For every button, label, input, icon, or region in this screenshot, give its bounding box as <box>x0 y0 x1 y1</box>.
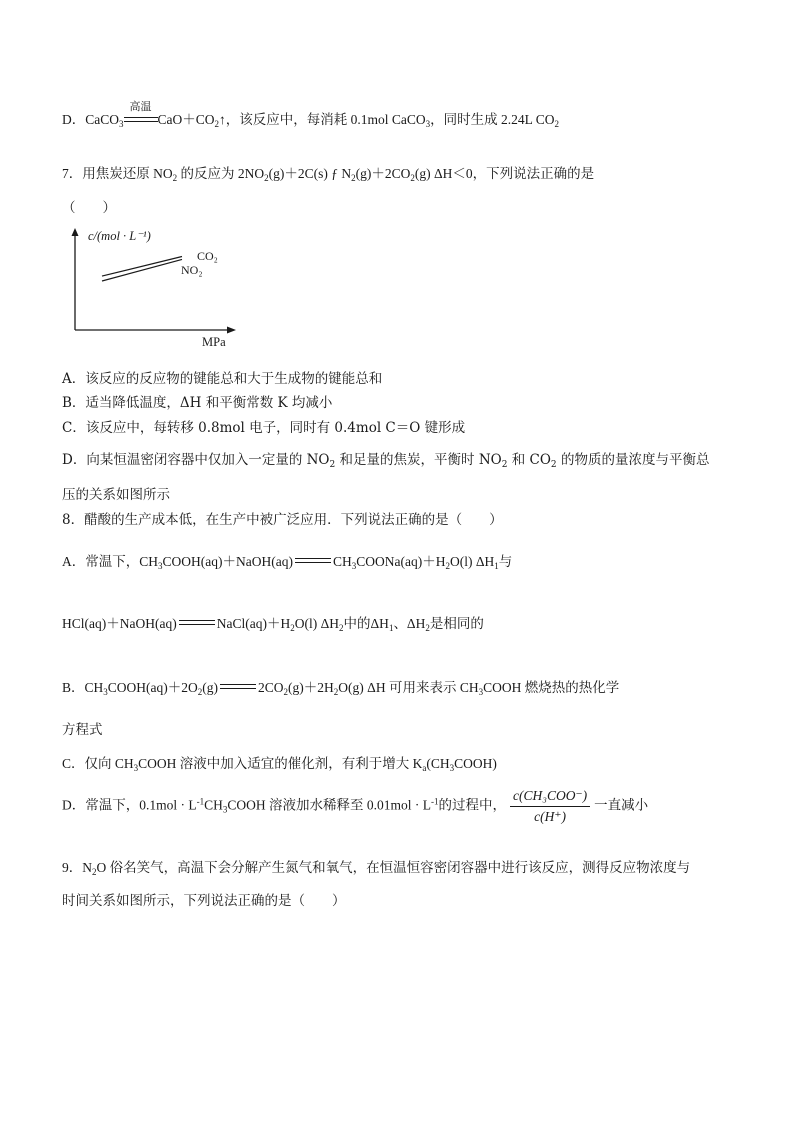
q6-option-d: D．CaCO$_3$ 高温 $CaO+CO_2↑$，该反应中，每消耗 0.1mol CaCO$_3$，同时生成 2.24L $CO_2$ <box>62 101 560 129</box>
q9-stem-line2: 时间关系如图所示，下列说法正确的是（ ） <box>62 893 346 909</box>
q7-option-c: C．该反应中，每转移 0.8mol 电子，同时有 0.4mol C＝O 键形成 <box>62 420 466 436</box>
concentration-ratio-fraction: $\frac{\text{c(CH₃COO⁻)}}{c(H^+)}$ <box>510 788 590 825</box>
q8-option-d: D．常温下，$0.1mol \cdot L^{-1}CH_3COOH$ 溶液加水稀释至 $0.01mol \cdot L^{-1}$的过程中， $\frac{\text{c(CH₃COO⁻)}}{c(H^+)}$ 一直减小 <box>62 788 649 824</box>
series-label-co2: CO₂ <box>197 249 218 263</box>
q8-stem: 8．醋酸的生产成本低，在生产中被广泛应用．下列说法正确的是（ ） <box>62 512 503 528</box>
q8-option-a-line2: HCl(aq)＋NaOH(aq) $NaCl(aq)+H_2O(l)$ $\Delta H_2$中的$\Delta H_1$、$\Delta H_2$是相同的 <box>62 616 484 633</box>
q8-option-b-line2: 方程式 <box>62 722 103 738</box>
series-line-co2 <box>102 257 182 277</box>
series-label-no2: NO₂ <box>181 263 203 277</box>
series-line-no2 <box>102 259 182 281</box>
q7-option-a: A．该反应的反应物的键能总和大于生成物的键能总和 <box>62 371 383 387</box>
q7-stem: 7．用焦炭还原 $NO_2$ 的反应为 $2NO_2(g)+2C(s)$ ƒ $N_2(g)+2CO_2(g)$ ΔH＜0，下列说法正确的是 <box>62 166 595 183</box>
x-axis-arrow <box>227 327 236 334</box>
x-axis-label: MPa <box>202 335 226 349</box>
q8-option-a-line1: A．常温下，$CH_3COOH(aq)+NaOH(aq)$ $CH_3COONa(aq)+H_2O(l)$ $\Delta H_1$与 <box>62 554 513 571</box>
reaction-condition-arrow: 高温 <box>124 112 158 126</box>
y-axis-label: c/(mol · L⁻¹) <box>88 229 151 243</box>
q9-stem-line1: 9．$N_2O$ 俗名笑气，高温下会分解产生氮气和氧气，在恒温恒容密闭容器中进行该反应，测得反应物浓度与 <box>62 860 691 877</box>
q7-chart <box>66 226 246 350</box>
q7-answer-paren: （ ） <box>62 200 116 216</box>
q7-option-b: B．适当降低温度，ΔH 和平衡常数 K 均减小 <box>62 395 333 411</box>
q7-option-d-line1: D．向某恒温密闭容器中仅加入一定量的 $NO_2$ 和足量的焦炭，平衡时 $NO_2$ 和 $CO_2$ 的物质的量浓度与平衡总 <box>62 452 710 470</box>
q8-option-b-line1: B．$CH_3COOH(aq)+2O_2(g)$ $2CO_2(g)+2H_2O(g)$ ΔH 可用来表示 $CH_3COOH$ 燃烧热的热化学 <box>62 680 620 697</box>
q7-option-d-line2: 压的关系如图所示 <box>62 487 170 503</box>
y-axis-arrow <box>72 228 79 236</box>
q8-option-c: C．仅向 $CH_3COOH$ 溶液中加入适宜的催化剂，有利于增大 $K_a(CH_3COOH)$ <box>62 756 497 773</box>
